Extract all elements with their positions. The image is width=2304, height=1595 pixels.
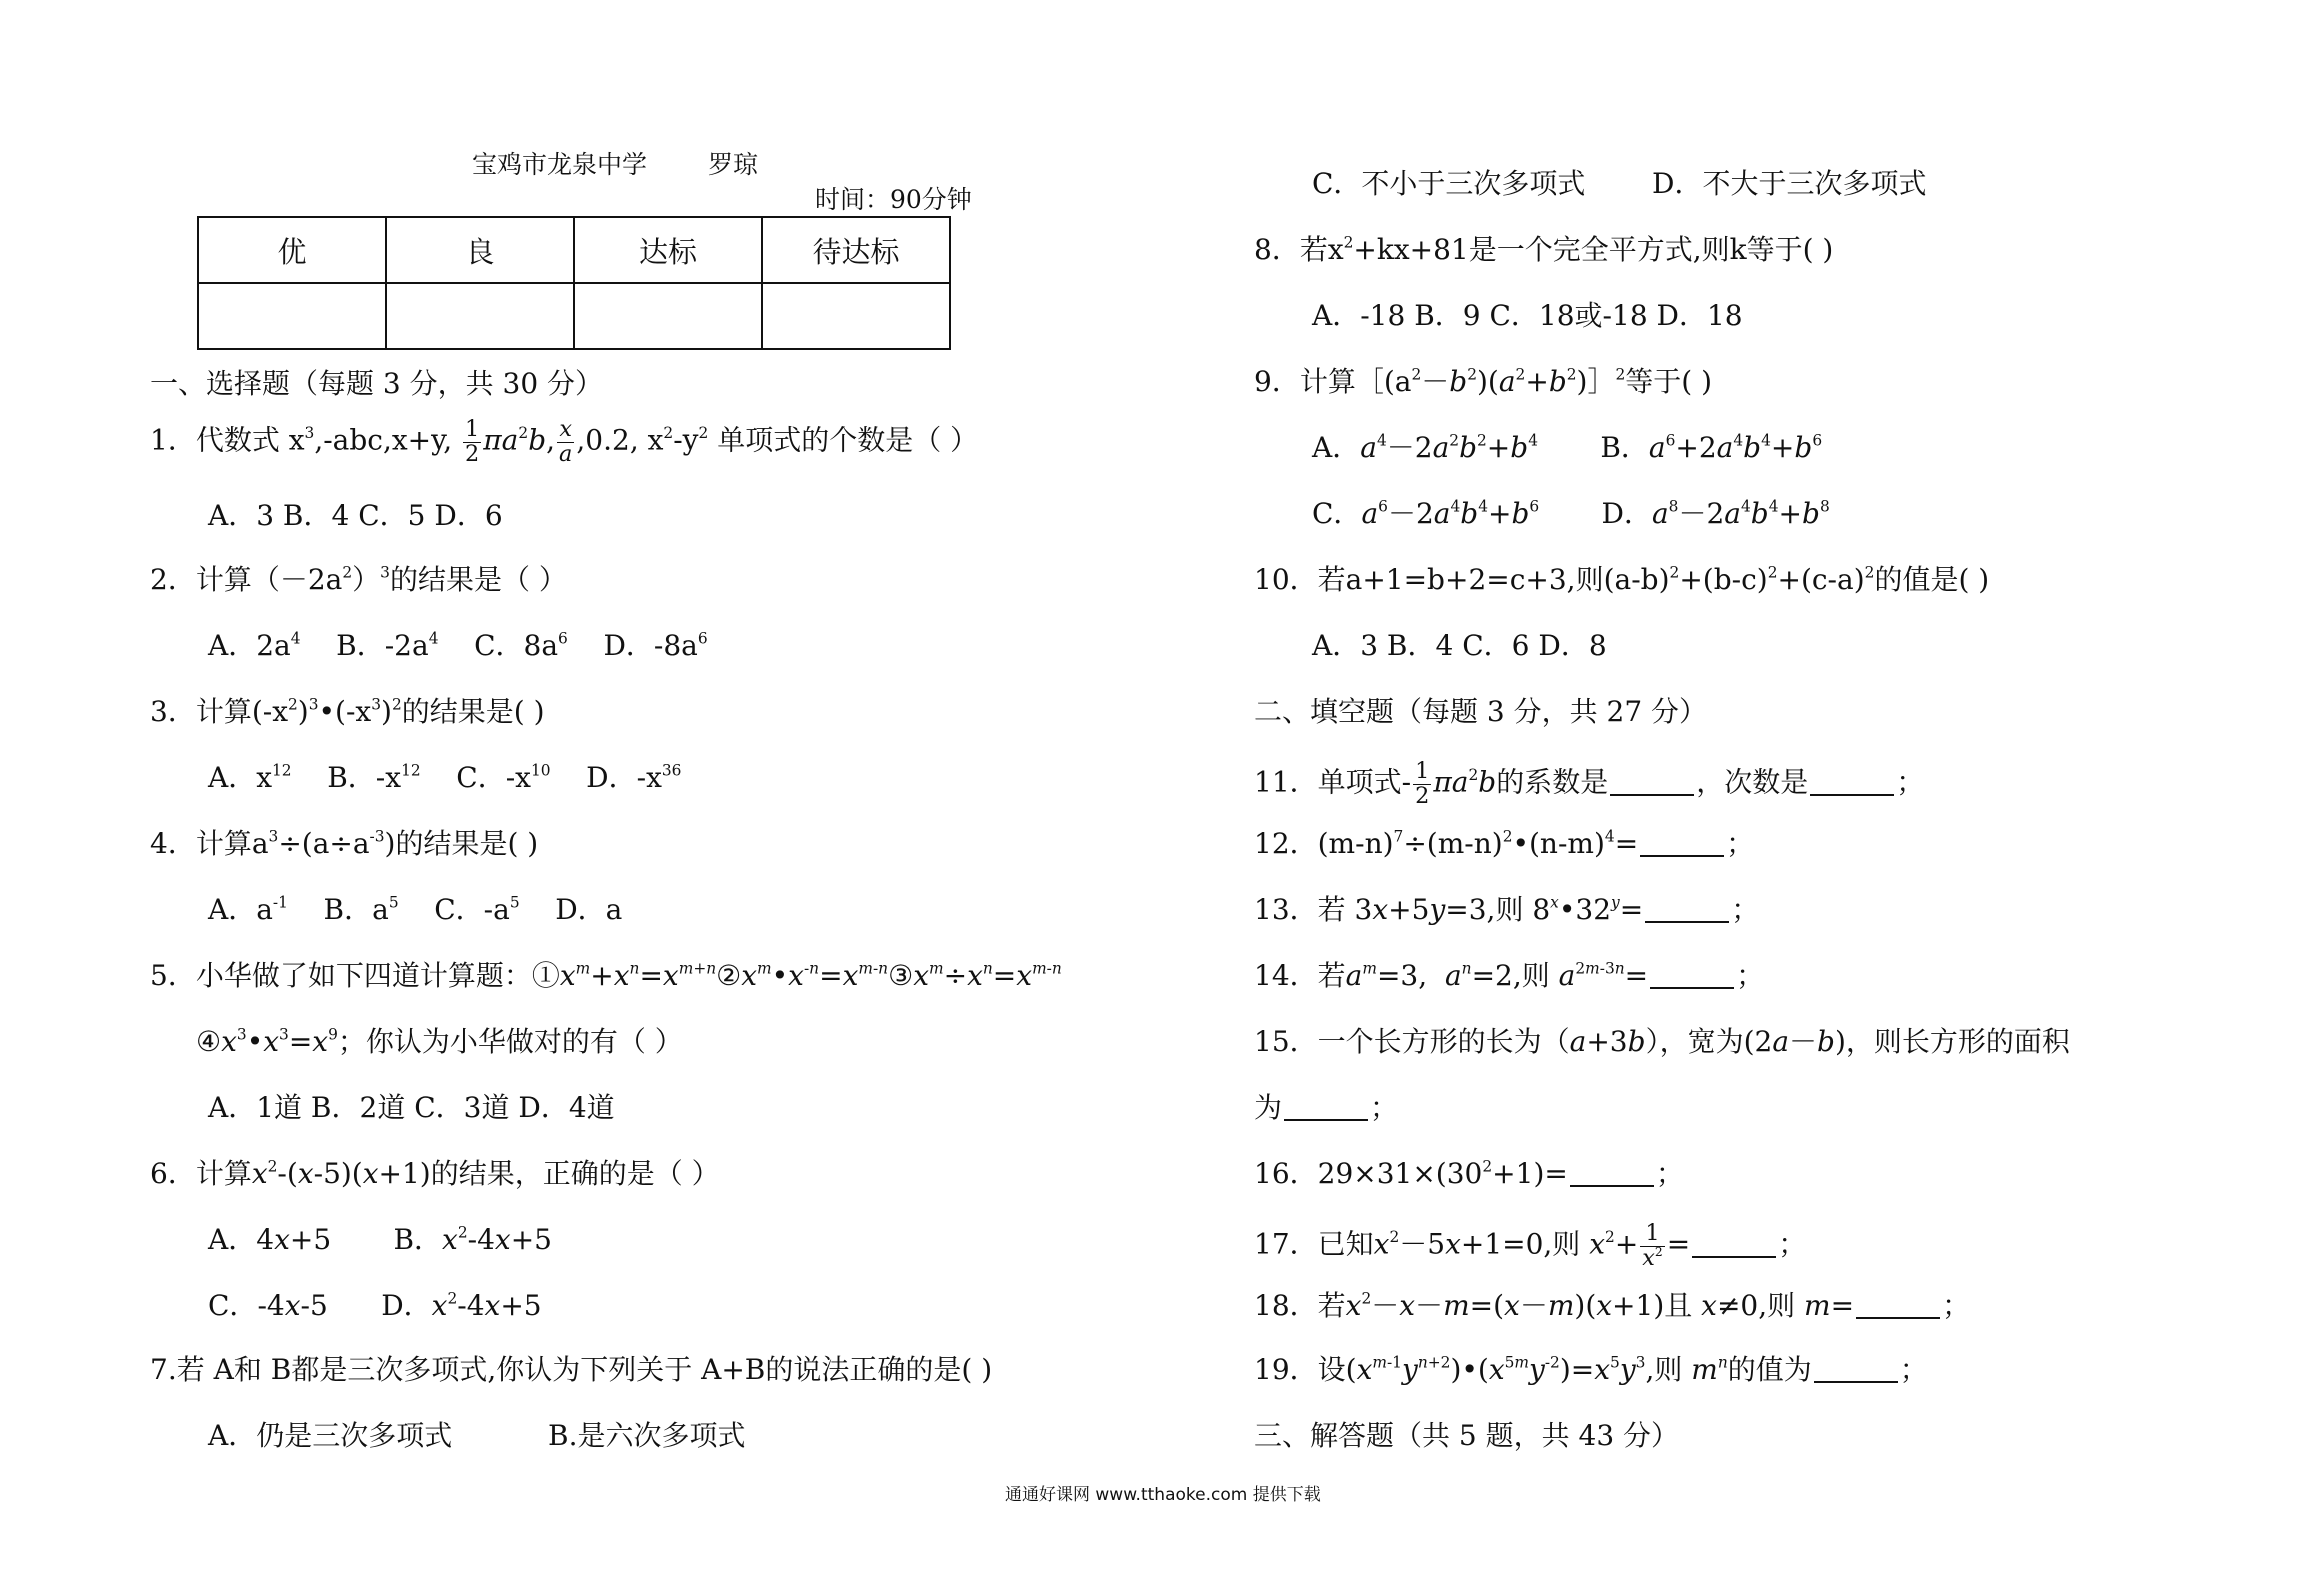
question-2: 2．计算$(-2a^2)^3$的结果是（ ） [150, 563, 567, 596]
grade-header-good: 良 [386, 217, 574, 283]
question-10: 10．若a+1=b+2=c+3,则$(a-b)^2+(b-c)^2+(c-a)^2$的值是( ) [1254, 563, 1990, 596]
question-3: 3．计算$(-x^2)^3•(-x^3)^2$的结果是( ) [150, 695, 545, 728]
section2-title: 二、填空题（每题 3 分，共 27 分） [1254, 695, 1708, 728]
question-10-options: A．3 B．4 C．6 D．8 [1312, 629, 1607, 662]
answer-blank[interactable] [1570, 1161, 1654, 1187]
question-1: 1．代数式 $x^3,-abc,x+y$, $\frac{1}{2}$ $\pi a^2b$, $\frac{x}{a}$ ,0.2, $x^2-y^2$ 单项式的个数是（ ） [150, 416, 979, 467]
question-17: 17．已知$x^2-5x+1=0$,则 $x^2+$ $\frac{1}{x^2}$ = ； [1254, 1220, 1807, 1271]
answer-blank[interactable] [1640, 831, 1724, 857]
question-7-option-a: A．仍是三次多项式 [208, 1419, 453, 1452]
answer-blank[interactable] [1284, 1095, 1368, 1121]
question-19: 19．设$(x^{m-1}y^{n+2})•(x^{5m}y^{-2})=x^5y^3$,则 $m^n$的值为 ； [1254, 1353, 1928, 1386]
answer-blank[interactable] [1610, 770, 1694, 796]
section3-title: 三、解答题（共 5 题，共 43 分） [1254, 1419, 1680, 1452]
footer-source: 通通好课网 www.tthaoke.com 提供下载 [1005, 1485, 1321, 1505]
grade-header-fail: 待达标 [762, 217, 950, 283]
section1-title: 一、选择题（每题 3 分，共 30 分） [150, 367, 604, 400]
answer-blank[interactable] [1650, 963, 1734, 989]
question-14: 14．若$a^m=3$, $a^n=2$,则 $a^{2m-3n}=$ ； [1254, 959, 1765, 992]
question-2-options: A．$2a^4$ B．$-2a^4$ C．$8a^6$ D．$-8a^6$ [208, 629, 708, 662]
question-6: 6．计算$x^2-(x-5)(x+1)$的结果，正确的是（ ） [150, 1157, 720, 1190]
question-13: 13．若 3x+5y=3,则 $8^x•32^y=$ ； [1254, 893, 1760, 926]
question-7-option-d: D．不大于三次多项式 [1652, 167, 1927, 200]
grade-cell [762, 283, 950, 349]
grade-cell [198, 283, 386, 349]
question-7-option-c: C．不小于三次多项式 [1312, 167, 1586, 200]
answer-blank[interactable] [1645, 897, 1729, 923]
question-11: 11．单项式- $\frac{1}{2}$ $\pi a^2b$的系数是 ，次数是 ； [1254, 758, 1925, 809]
grade-table [197, 216, 951, 350]
grade-header-pass: 达标 [574, 217, 762, 283]
question-7-option-b: B.是六次多项式 [548, 1419, 746, 1452]
question-6-options-ab: A．4x+5 B．$x^2-4x+5$ [208, 1223, 552, 1256]
question-5: 5．小华做了如下四道计算题：$①x^m+x^n=x^{m+n}②x^m•x^{-n}=x^{m-n}③x^m\div x^n=x^{m-n}$ [150, 959, 1062, 992]
question-3-options: A．$x^{12}$ B．$-x^{12}$ C．$-x^{10}$ D．$-x^{36}$ [208, 761, 682, 794]
answer-blank[interactable] [1692, 1232, 1776, 1258]
question-7: 7.若 A和 B都是三次多项式,你认为下列关于 A+B的说法正确的是( ) [150, 1353, 993, 1386]
question-9: 9．计算$[(a^2-b^2)(a^2+b^2)]^2$等于( ) [1254, 365, 1713, 398]
exam-time: 时间：90分钟 [815, 185, 972, 214]
answer-blank[interactable] [1856, 1293, 1940, 1319]
question-9-options-ab: A．$a^4-2a^2b^2+b^4$ B．$a^6+2a^4b^4+b^6$ [1312, 431, 1823, 464]
question-16: 16．$29\times 31\times(30^2+1)=$ ； [1254, 1157, 1684, 1190]
question-4: 4．计算$a^3\div(a\div a^{-3})$的结果是( ) [150, 827, 539, 860]
question-15: 15．一个长方形的长为（a+3b），宽为(2a－b)，则长方形的面积 [1254, 1025, 2070, 1058]
grade-cell [574, 283, 762, 349]
grade-cell [386, 283, 574, 349]
question-12: 12．$(m-n)^7\div(m-n)^2•(n-m)^4=$ ； [1254, 827, 1755, 860]
question-4-options: A．$a^{-1}$ B．$a^5$ C．$-a^5$ D．a [208, 893, 623, 926]
school-name: 宝鸡市龙泉中学 [472, 150, 648, 179]
question-6-options-cd: C．-4x-5 D．$x^2-4x+5$ [208, 1289, 542, 1322]
question-5-line2: $④x^3•x^3=x^9$；你认为小华做对的有（ ） [196, 1025, 683, 1058]
question-1-options: A．3 B．4 C．5 D．6 [208, 499, 503, 532]
question-5-options: A．1道 B．2道 C．3道 D．4道 [208, 1091, 615, 1124]
grade-header-excellent: 优 [198, 217, 386, 283]
answer-blank[interactable] [1814, 1357, 1898, 1383]
question-9-options-cd: C．$a^6-2a^4b^4+b^6$ D．$a^8-2a^4b^4+b^8$ [1312, 497, 1830, 530]
answer-blank[interactable] [1810, 770, 1894, 796]
question-8: 8．若$x^2+kx+81$是一个完全平方式,则k等于( ) [1254, 233, 1834, 266]
question-18: 18．若$x^2-x-m=(x-m)(x+1)$且 x≠0,则 m= ； [1254, 1289, 1971, 1322]
question-8-options: A．-18 B．9 C．18或-18 D．18 [1312, 299, 1743, 332]
question-15-line2: 为 ； [1254, 1091, 1399, 1124]
author-name: 罗琼 [708, 150, 759, 179]
